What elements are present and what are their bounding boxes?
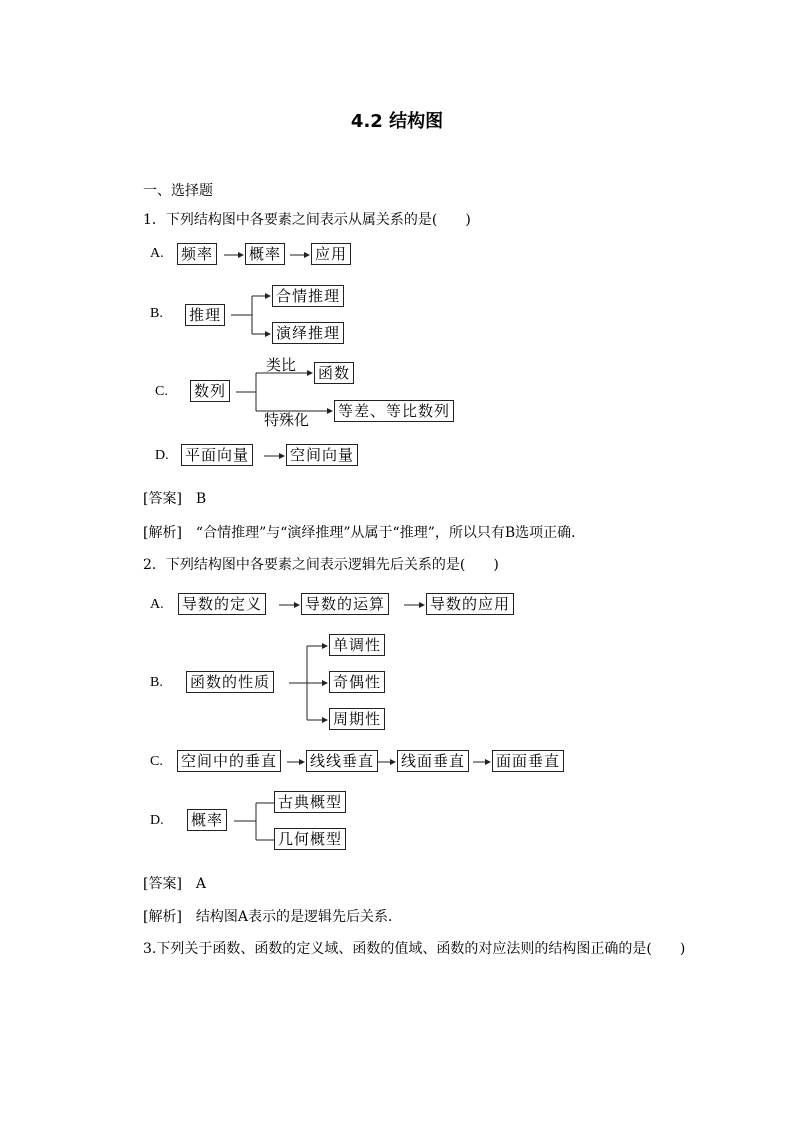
- q1-analysis: [解析] “合情推理”与“演绎推理”从属于“推理”，所以只有B选项正确．: [143, 525, 586, 541]
- q2-d-child-box-2: 几何概型: [274, 828, 346, 850]
- q2-c-box-3: 线面垂直: [397, 750, 469, 772]
- section-heading: 一、选择题: [143, 183, 213, 199]
- q1-option-a-label: A.: [150, 246, 164, 261]
- q1-answer: [答案] B: [143, 491, 207, 507]
- q2-b-child-box-3: 周期性: [329, 708, 385, 730]
- q1-a-box-2: 概率: [245, 243, 285, 265]
- q1-a-box-1: 频率: [177, 243, 217, 265]
- q2-option-b-label: B.: [150, 675, 163, 690]
- q2-analysis: [解析] 结构图A表示的是逻辑先后关系．: [143, 909, 403, 925]
- q1-a-box-3: 应用: [311, 243, 351, 265]
- q2-option-d-label: D.: [150, 813, 164, 828]
- q1-b-child-box-1: 合情推理: [272, 285, 344, 307]
- q2-b-child-box-2: 奇偶性: [329, 671, 385, 693]
- q2-d-root-box: 概率: [187, 809, 227, 831]
- q2-option-a-label: A.: [150, 597, 164, 612]
- q2-answer: [答案] A: [143, 876, 207, 892]
- q3-stem: 3.下列关于函数、函数的定义域、函数的值域、函数的对应法则的结构图正确的是( ): [143, 941, 686, 957]
- q1-option-d-label: D.: [155, 448, 169, 463]
- q2-c-box-4: 面面垂直: [492, 750, 564, 772]
- q2-option-c-label: C.: [150, 754, 163, 769]
- q1-d-box-2: 空间向量: [286, 444, 358, 466]
- q1-option-c-label: C.: [155, 384, 168, 399]
- q2-stem: 2．下列结构图中各要素之间表示逻辑先后关系的是( ): [143, 557, 499, 573]
- q1-c-edge-label-2: 特殊化: [264, 411, 310, 429]
- q1-stem: 1．下列结构图中各要素之间表示从属关系的是( ): [143, 212, 471, 228]
- q2-a-box-3: 导数的应用: [426, 593, 514, 615]
- q2-a-box-2: 导数的运算: [301, 593, 389, 615]
- q2-d-child-box-1: 古典概型: [274, 791, 346, 813]
- q1-d-box-1: 平面向量: [181, 444, 253, 466]
- q2-b-child-box-1: 单调性: [329, 634, 385, 656]
- q1-c-root-box: 数列: [190, 380, 230, 402]
- q2-c-box-2: 线线垂直: [306, 750, 378, 772]
- q2-a-box-1: 导数的定义: [178, 593, 266, 615]
- q2-b-root-box: 函数的性质: [186, 671, 274, 693]
- q1-b-child-box-2: 演绎推理: [272, 322, 344, 344]
- q1-c-edge-label-1: 类比: [266, 356, 297, 374]
- q2-c-box-1: 空间中的垂直: [177, 750, 281, 772]
- q1-c-child-box-1: 函数: [314, 362, 354, 384]
- q1-b-root-box: 推理: [185, 304, 225, 326]
- q1-c-child-box-2: 等差、等比数列: [334, 400, 454, 422]
- page-title: 4.2 结构图: [350, 111, 444, 132]
- q1-option-b-label: B.: [150, 306, 163, 321]
